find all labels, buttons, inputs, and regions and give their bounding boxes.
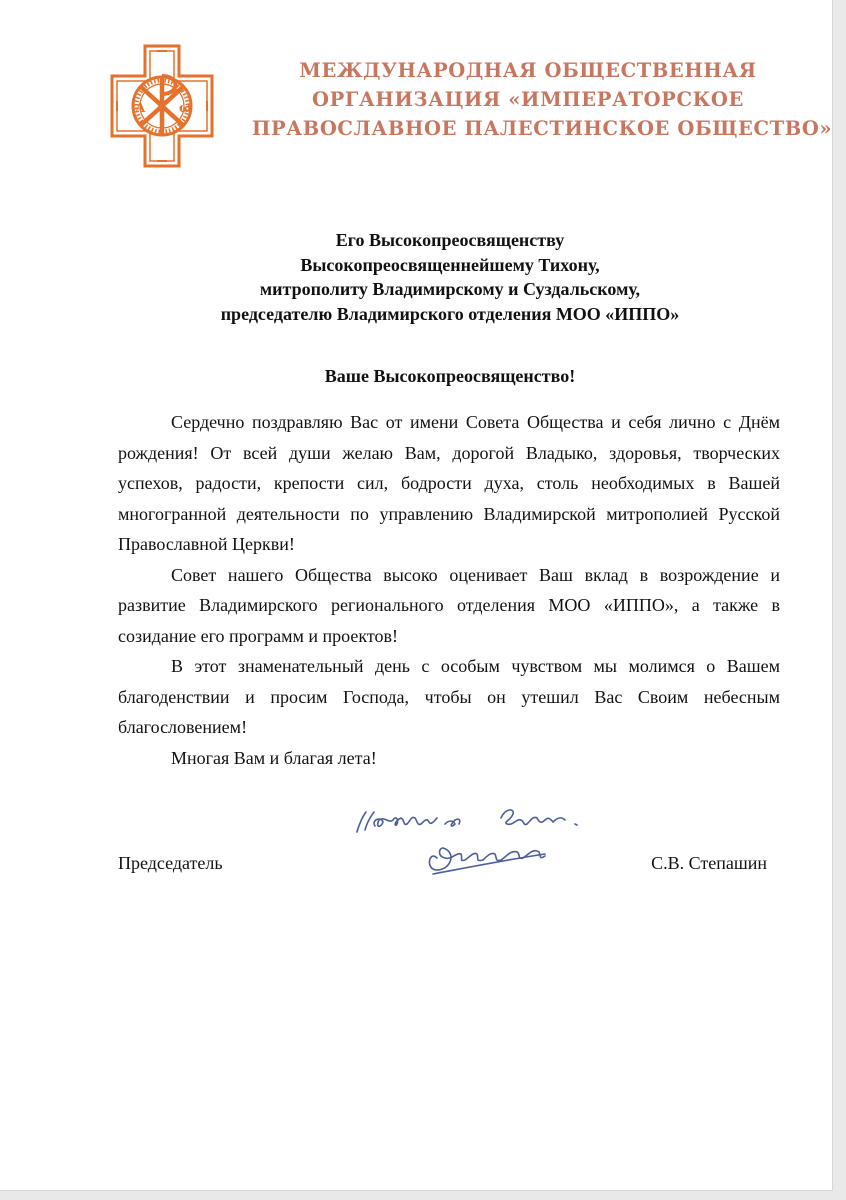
chi-rho-cross-icon <box>110 44 214 168</box>
body-paragraph: В этот знаменательный день с особым чувством мы молимся о Вашем благоденствии и просим Господа, чтобы он утешил Вас Своим небесным благословением! <box>118 656 780 737</box>
signatory-name: С.В. Степашин <box>651 853 767 873</box>
org-title-line: ПРАВОСЛАВНОЕ ПАЛЕСТИНСКОЕ ОБЩЕСТВО» <box>252 117 833 140</box>
letter-body <box>118 407 780 773</box>
org-title-line: МЕЖДУНАРОДНАЯ ОБЩЕСТВЕННАЯ <box>299 59 757 82</box>
addressee-line: Высокопреосвященнейшему Тихону, <box>300 254 600 275</box>
handwritten-signature <box>345 790 600 890</box>
addressee-block <box>0 228 846 326</box>
addressee-line: митрополиту Владимирскому и Суздальскому, <box>259 279 641 299</box>
addressee-line: Его Высокопреосвященству <box>335 230 565 250</box>
omega-glyph: ω <box>179 101 192 116</box>
alpha-glyph: А <box>135 101 146 116</box>
org-title <box>252 56 833 143</box>
body-paragraph: Многая Вам и благая лета! <box>171 747 377 768</box>
salutation: Ваше Высокопреосвященство! <box>324 366 576 386</box>
org-title-line: ОРГАНИЗАЦИЯ «ИМПЕРАТОРСКОЕ <box>312 88 744 111</box>
addressee-line: председателю Владимирского отделения МОО «ИППО» <box>220 303 680 324</box>
body-paragraph: Сердечно поздравляю Вас от имени Совета Общества и себя лично с Днём рождения! От всей души желаю Вам, дорогой Владыко, здоровья, творческих успехов, радости, крепости сил, бодрости духа, столь необходимых в Вашей многогранной деятельности по управлению Владимирской митрополией Русской Православной Церкви! <box>118 412 780 554</box>
body-paragraph: Совет нашего Общества высоко оценивает Ваш вклад в возрождение и развитие Владимирского регионального отделения МОО «ИППО», а также в созидание его программ и проектов! <box>118 564 780 646</box>
signatory-role: Председатель <box>118 853 223 873</box>
